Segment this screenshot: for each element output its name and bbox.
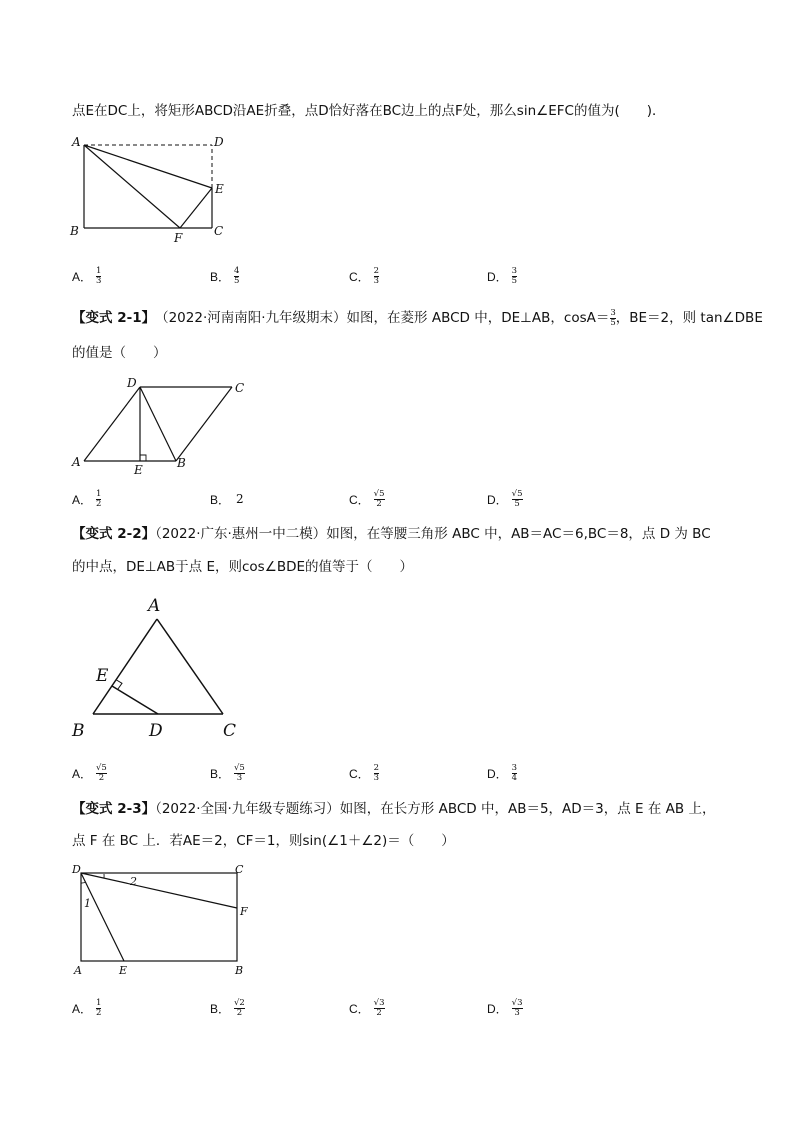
q1-label-E: E bbox=[215, 182, 224, 196]
q2-label-A: A bbox=[72, 455, 81, 469]
q2-option-c[interactable]: C． $\frac{√5}{2}$ bbox=[349, 488, 385, 509]
q2-stem-line1 bbox=[72, 307, 763, 329]
q4-source: （2022·全国·九年级专题练习） bbox=[155, 801, 340, 817]
q4-option-a[interactable]: A． $\frac{1}{2}$ bbox=[72, 997, 102, 1018]
q3-label-D: D bbox=[149, 721, 163, 741]
q3-label-B: B bbox=[72, 721, 85, 741]
q1-label-F: F bbox=[174, 231, 183, 245]
q4-stem-line2: 点 F 在 BC 上．若AE＝2，CF＝1，则sin(∠1＋∠2)＝（ ） bbox=[72, 833, 455, 849]
q1-label-A: A bbox=[72, 135, 81, 149]
q2-stem-line2: 的值是（ ） bbox=[72, 345, 167, 361]
q4-label-angle1: 1 bbox=[84, 897, 91, 910]
q1-stem: 点E在DC上，将矩形ABCD沿AE折叠，点D恰好落在BC边上的点F处，那么sin∠EFC的值为( )． bbox=[72, 103, 666, 119]
q1-figure bbox=[69, 135, 224, 245]
q1-option-d[interactable]: D． $\frac{3}{5}$ bbox=[487, 265, 518, 286]
q2-label-C: C bbox=[235, 381, 245, 395]
q2-tag: 【变式 2-1】 bbox=[72, 310, 156, 326]
q2-option-a[interactable]: A． $\frac{1}{2}$ bbox=[72, 488, 102, 509]
q4-label-E: E bbox=[119, 964, 128, 977]
q3-source: （2022·广东·惠州一中二模） bbox=[155, 526, 327, 542]
q1-option-a[interactable]: A． $\frac{1}{3}$ bbox=[72, 265, 102, 286]
q2-option-d[interactable]: D． $\frac{√5}{5}$ bbox=[487, 488, 523, 509]
q3-label-E: E bbox=[96, 666, 109, 686]
q2-text1: 如图，在菱形 ABCD 中，DE⊥AB，cosA＝ bbox=[346, 310, 610, 326]
q4-label-C: C bbox=[235, 863, 244, 876]
q3-text1: 如图，在等腰三角形 ABC 中，AB＝AC＝6,BC＝8，点 D 为 BC bbox=[326, 526, 711, 542]
q3-tag: 【变式 2-2】 bbox=[72, 526, 156, 542]
q4-label-F: F bbox=[240, 905, 248, 918]
q1-label-D: D bbox=[214, 135, 224, 149]
q3-label-C: C bbox=[223, 721, 237, 741]
q4-option-b[interactable]: B． $\frac{√2}{2}$ bbox=[210, 997, 245, 1018]
q4-text1: 如图，在长方形 ABCD 中，AB＝5，AD＝3，点 E 在 AB 上， bbox=[339, 801, 716, 817]
q3-figure bbox=[71, 596, 236, 741]
q1-label-C: C bbox=[214, 224, 224, 238]
q2-option-b[interactable]: B． 2 bbox=[210, 492, 244, 507]
q2-cos-fraction: $\frac{3}{5}$ bbox=[610, 307, 616, 328]
q3-option-b[interactable]: B． $\frac{√5}{3}$ bbox=[210, 762, 245, 783]
q4-figure bbox=[71, 863, 248, 977]
q2-label-B: B bbox=[177, 456, 186, 470]
q3-stem-line1 bbox=[72, 523, 711, 545]
q3-stem-line2: 的中点，DE⊥AB于点 E，则cos∠BDE的值等于（ ） bbox=[72, 559, 414, 575]
q2-label-D: D bbox=[127, 376, 137, 390]
q4-tag: 【变式 2-3】 bbox=[72, 801, 156, 817]
q2-source: （2022·河南南阳·九年级期末） bbox=[155, 310, 347, 326]
q4-option-d[interactable]: D． $\frac{√3}{3}$ bbox=[487, 997, 523, 1018]
q4-label-B: B bbox=[235, 964, 244, 977]
q1-label-B: B bbox=[70, 224, 79, 238]
q2-text2: ，BE＝2，则 tan∠DBE bbox=[615, 310, 763, 326]
q3-label-A: A bbox=[148, 596, 161, 616]
q4-label-A: A bbox=[74, 964, 82, 977]
q3-option-d[interactable]: D． $\frac{3}{4}$ bbox=[487, 762, 518, 783]
q4-option-c[interactable]: C． $\frac{√3}{2}$ bbox=[349, 997, 385, 1018]
q4-stem-line1 bbox=[72, 798, 715, 820]
q4-label-D: D bbox=[72, 863, 81, 876]
q3-option-c[interactable]: C． $\frac{2}{3}$ bbox=[349, 762, 380, 783]
q2-figure bbox=[71, 376, 244, 477]
q2-label-E: E bbox=[134, 463, 143, 477]
q1-option-c[interactable]: C． $\frac{2}{3}$ bbox=[349, 265, 380, 286]
q4-label-angle2: 2 bbox=[130, 875, 137, 888]
q3-option-a[interactable]: A． $\frac{√5}{2}$ bbox=[72, 762, 107, 783]
q1-option-b[interactable]: B． $\frac{4}{5}$ bbox=[210, 265, 240, 286]
